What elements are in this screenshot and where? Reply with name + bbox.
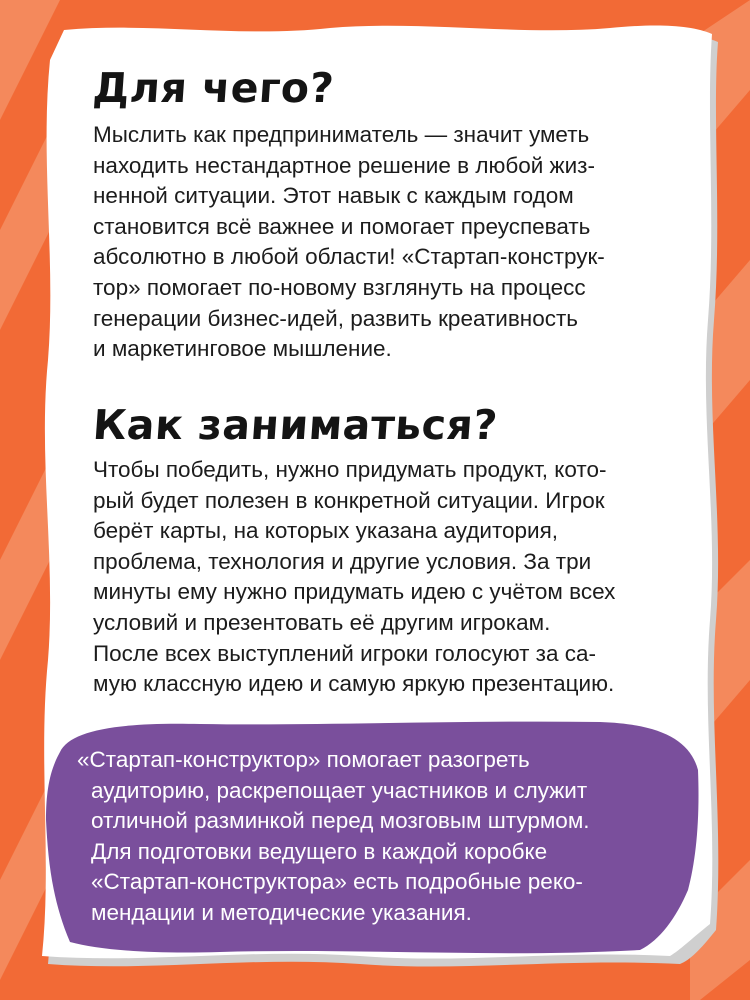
paragraph-line: находить нестандартное решение в любой жиз- — [93, 152, 595, 178]
paragraph-line: тор» помогает по-новому взглянуть на процесс — [93, 274, 586, 300]
paragraph-line: мую классную идею и самую яркую презентацию. — [93, 671, 615, 697]
paragraph-line: берёт карты, на которых указана аудитория, — [93, 518, 559, 544]
callout-text — [77, 745, 590, 929]
paragraph-line: условий и презентовать её другим игрокам. — [93, 609, 551, 635]
callout-line: отличной разминкой перед мозговым штурмом. — [91, 808, 590, 834]
paragraph-line: ненной ситуации. Этот навык с каждым годом — [93, 183, 574, 209]
paragraph-line: рый будет полезен в конкретной ситуации. Игрок — [93, 487, 605, 513]
section-paragraph-why — [93, 120, 605, 365]
callout-line: Для подготовки ведущего в каждой коробке — [91, 838, 548, 864]
paragraph-line: становится всё важнее и помогает преуспевать — [93, 213, 591, 239]
paragraph-line: генерации бизнес-идей, развить креативность — [93, 305, 579, 331]
callout-line: «Стартап-конструктор» помогает разогреть — [77, 747, 530, 772]
section-heading-why: Для чего? — [91, 64, 336, 112]
callout-line: «Стартап-конструктора» есть подробные реко- — [91, 869, 583, 895]
paragraph-line: проблема, технология и другие условия. За три — [93, 548, 592, 574]
section-paragraph-how — [93, 455, 615, 700]
paragraph-line: Чтобы победить, нужно придумать продукт, кото- — [93, 457, 607, 482]
paragraph-line: Мыслить как предприниматель — значит уметь — [93, 122, 590, 147]
paragraph-line: минуты ему нужно придумать идею с учётом всех — [93, 579, 616, 605]
paragraph-line: После всех выступлений игроки голосуют за са- — [93, 640, 596, 666]
paragraph-line: абсолютно в любой области! «Стартап-конструк- — [93, 244, 605, 270]
callout-line: мендации и методические указания. — [91, 899, 472, 925]
callout-line: аудиторию, раскрепощает участников и служит — [91, 777, 588, 803]
section-heading-how: Как заниматься? — [91, 401, 500, 449]
paragraph-line: и маркетинговое мышление. — [93, 336, 392, 362]
